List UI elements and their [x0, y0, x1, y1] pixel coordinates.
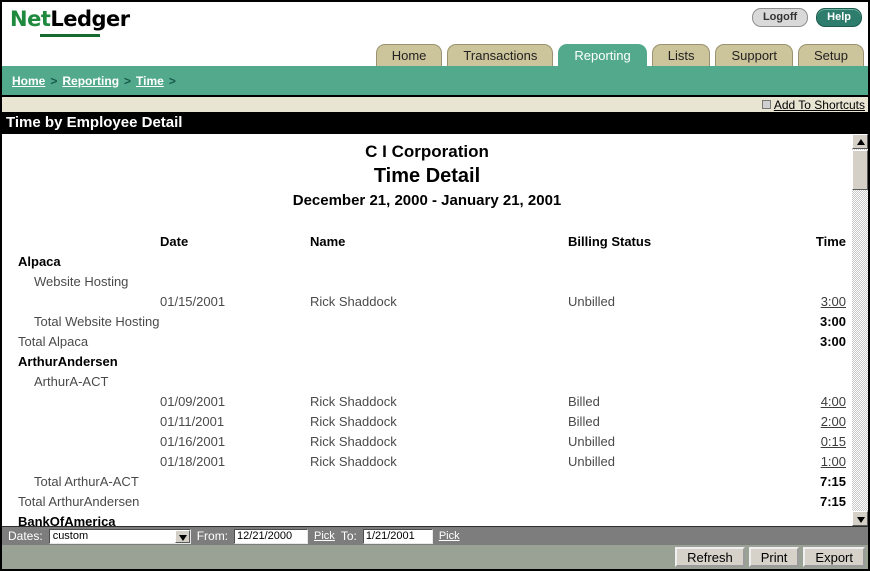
total-label: Total ArthurA-ACT	[34, 474, 139, 489]
from-label: From:	[196, 529, 229, 543]
report-area	[2, 134, 868, 526]
to-date-input[interactable]	[363, 529, 433, 544]
tab-transactions[interactable]: Transactions	[447, 44, 553, 66]
report-date-range: December 21, 2000 - January 21, 2001	[292, 192, 562, 209]
from-pick-link[interactable]: Pick	[314, 530, 335, 542]
table-row	[2, 332, 852, 352]
column-header-date: Date	[160, 234, 189, 249]
row-name: Rick Shaddock	[310, 414, 397, 429]
from-date-input[interactable]	[234, 529, 308, 544]
subgroup-label: ArthurA-ACT	[34, 374, 109, 389]
table-row	[2, 492, 852, 512]
breadcrumb-link-reporting[interactable]: Reporting	[62, 73, 120, 88]
tab-setup[interactable]: Setup	[798, 44, 864, 66]
total-label: Total Website Hosting	[34, 314, 160, 329]
page-title: Time by Employee Detail	[2, 112, 868, 134]
scroll-thumb[interactable]	[852, 150, 868, 190]
column-header-name: Name	[310, 234, 346, 249]
report-title: Time Detail	[373, 165, 481, 187]
tab-home[interactable]: Home	[376, 44, 443, 66]
subgroup-label: Website Hosting	[34, 274, 129, 289]
tab-bar	[2, 42, 868, 66]
table-row	[2, 472, 852, 492]
shortcut-icon	[762, 100, 771, 109]
breadcrumb-separator: >	[50, 73, 58, 88]
total-time: 3:00	[819, 334, 846, 349]
down-arrow-icon	[857, 517, 865, 523]
logo-swoosh	[40, 34, 100, 37]
table-row	[2, 432, 852, 452]
row-status: Unbilled	[568, 454, 615, 469]
row-status: Billed	[568, 414, 600, 429]
group-label: ArthurAndersen	[18, 354, 118, 369]
breadcrumb	[2, 66, 868, 97]
table-row	[2, 252, 852, 272]
row-status: Billed	[568, 394, 600, 409]
breadcrumb-link-home[interactable]: Home	[12, 73, 46, 88]
dates-bar	[2, 526, 868, 545]
action-button-bar	[2, 545, 868, 569]
time-link[interactable]: 0:15	[820, 434, 846, 449]
time-link[interactable]: 1:00	[820, 454, 846, 469]
time-link[interactable]: 2:00	[820, 414, 846, 429]
report-company: C I Corporation	[365, 142, 489, 161]
export-button[interactable]: Export	[803, 547, 865, 567]
table-row	[2, 452, 852, 472]
dropdown-arrow-icon[interactable]	[175, 530, 190, 543]
total-time: 7:15	[819, 474, 846, 489]
to-pick-link[interactable]: Pick	[438, 530, 460, 542]
shortcut-strip	[2, 97, 868, 112]
logo-ledger: Ledger	[50, 7, 130, 31]
row-status: Unbilled	[568, 434, 615, 449]
row-name: Rick Shaddock	[310, 294, 397, 309]
time-link[interactable]: 4:00	[820, 394, 846, 409]
logoff-button[interactable]: Logoff	[752, 8, 808, 27]
tab-reporting[interactable]: Reporting	[558, 44, 646, 66]
table-row	[2, 412, 852, 432]
total-label: Total Alpaca	[18, 334, 89, 349]
total-label: Total ArthurAndersen	[18, 494, 140, 509]
print-button[interactable]: Print	[749, 547, 800, 567]
tab-support[interactable]: Support	[715, 44, 793, 66]
logo-net: Net	[10, 7, 51, 31]
group-label: Alpaca	[18, 254, 61, 269]
table-header-row	[2, 232, 852, 252]
scroll-up-button[interactable]	[852, 134, 868, 149]
table-row	[2, 392, 852, 412]
refresh-button[interactable]: Refresh	[675, 547, 745, 567]
to-label: To:	[340, 529, 357, 543]
table-row	[2, 372, 852, 392]
column-header-status: Billing Status	[568, 234, 652, 249]
netledger-logo	[10, 7, 130, 31]
time-link[interactable]: 3:00	[820, 294, 846, 309]
row-date: 01/15/2001	[160, 294, 226, 309]
help-button[interactable]: Help	[816, 8, 862, 27]
table-row	[2, 312, 852, 332]
row-name: Rick Shaddock	[310, 434, 397, 449]
row-name: Rick Shaddock	[310, 454, 397, 469]
column-header-time: Time	[815, 234, 846, 249]
table-row	[2, 512, 852, 526]
row-date: 01/16/2001	[160, 434, 226, 449]
row-name: Rick Shaddock	[310, 394, 397, 409]
total-time: 3:00	[819, 314, 846, 329]
top-header	[2, 2, 868, 42]
row-date: 01/18/2001	[160, 454, 226, 469]
table-row	[2, 272, 852, 292]
table-row	[2, 292, 852, 312]
row-status: Unbilled	[568, 294, 615, 309]
add-to-shortcuts-link[interactable]: Add To Shortcuts	[773, 97, 865, 112]
group-label: BankOfAmerica	[18, 514, 116, 526]
up-arrow-icon	[857, 139, 865, 145]
breadcrumb-separator: >	[124, 73, 132, 88]
tab-lists[interactable]: Lists	[652, 44, 711, 66]
dates-label: Dates:	[8, 529, 43, 543]
row-date: 01/11/2001	[160, 414, 225, 429]
dates-select[interactable]	[49, 529, 191, 544]
breadcrumb-separator: >	[168, 73, 176, 88]
report-scrollbar[interactable]	[852, 134, 868, 526]
dates-select-value: custom	[52, 530, 89, 542]
row-date: 01/09/2001	[160, 394, 226, 409]
report-table	[2, 232, 852, 526]
scroll-down-button[interactable]	[852, 511, 868, 526]
breadcrumb-link-time[interactable]: Time	[136, 73, 164, 88]
table-row	[2, 352, 852, 372]
total-time: 7:15	[819, 494, 846, 509]
